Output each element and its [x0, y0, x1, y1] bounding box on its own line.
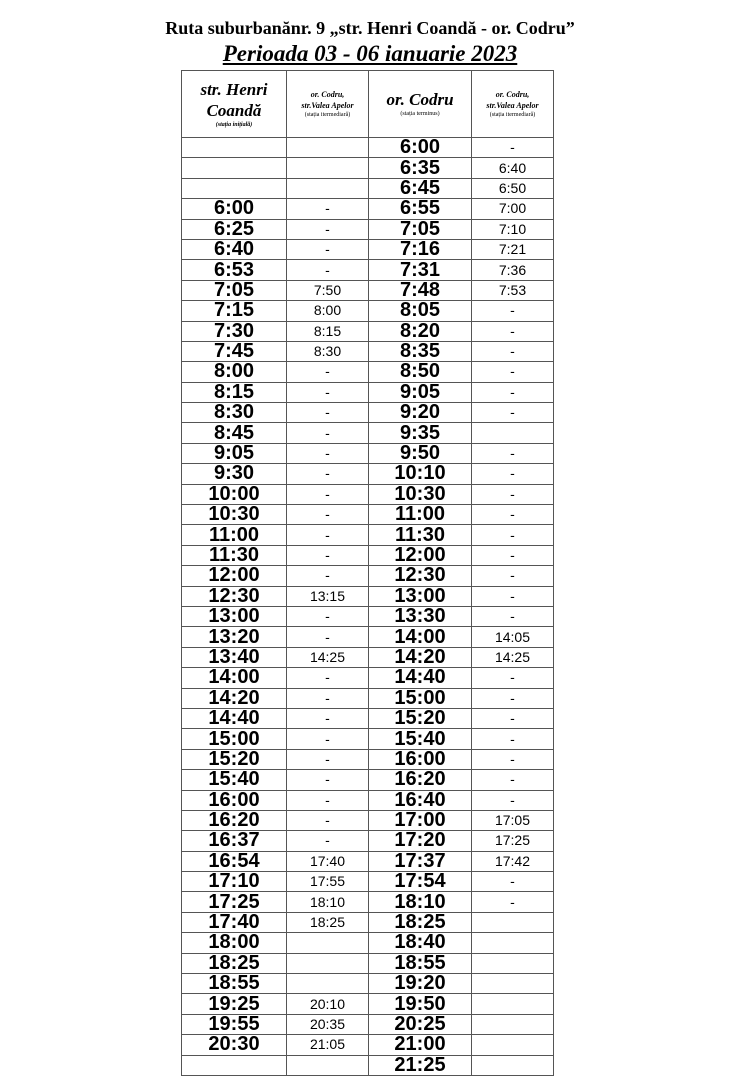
time-cell: 7:05	[369, 219, 472, 239]
time-cell: 20:25	[369, 1014, 472, 1034]
time-cell: 7:00	[472, 199, 554, 219]
time-cell: 14:00	[369, 627, 472, 647]
table-row	[182, 321, 554, 341]
table-row	[182, 1014, 554, 1034]
table-row	[182, 729, 554, 749]
table-row	[182, 790, 554, 810]
time-cell: 6:55	[369, 199, 472, 219]
time-cell: 9:30	[182, 464, 287, 484]
time-cell: 9:20	[369, 403, 472, 423]
time-cell: -	[472, 872, 554, 892]
col-header-line2: str.Valea Apelor	[301, 100, 354, 110]
time-cell: -	[472, 770, 554, 790]
time-cell: -	[472, 892, 554, 912]
time-cell: -	[472, 708, 554, 728]
col-header-valea-apelor-outbound	[287, 71, 369, 138]
time-cell: 8:00	[287, 301, 369, 321]
time-cell: 17:00	[369, 810, 472, 830]
table-row	[182, 974, 554, 994]
time-cell: -	[287, 729, 369, 749]
time-cell: 7:31	[369, 260, 472, 280]
time-cell: 6:45	[369, 178, 472, 198]
time-cell: 10:10	[369, 464, 472, 484]
time-cell: -	[472, 606, 554, 626]
time-cell: 10:00	[182, 484, 287, 504]
table-row	[182, 545, 554, 565]
time-cell: 17:25	[472, 831, 554, 851]
col-header-line2: str.Valea Apelor	[486, 100, 539, 110]
time-cell: -	[472, 525, 554, 545]
col-header-note: (stația terminus)	[400, 111, 440, 117]
time-cell: 8:05	[369, 301, 472, 321]
time-cell: 18:55	[182, 974, 287, 994]
time-cell: 16:37	[182, 831, 287, 851]
table-row	[182, 708, 554, 728]
time-cell: 6:25	[182, 219, 287, 239]
time-cell: -	[472, 301, 554, 321]
time-cell: 7:15	[182, 301, 287, 321]
time-cell	[287, 138, 369, 158]
time-cell: -	[472, 790, 554, 810]
time-cell: -	[287, 219, 369, 239]
time-cell: -	[287, 668, 369, 688]
time-cell: -	[472, 688, 554, 708]
time-cell: 8:45	[182, 423, 287, 443]
time-cell	[472, 953, 554, 973]
table-row	[182, 933, 554, 953]
time-cell: 14:25	[287, 647, 369, 667]
time-cell: 17:40	[182, 912, 287, 932]
time-cell: -	[472, 668, 554, 688]
table-row	[182, 749, 554, 769]
time-cell: 15:20	[182, 749, 287, 769]
time-cell	[287, 178, 369, 198]
time-cell: -	[287, 484, 369, 504]
time-cell: 8:15	[182, 382, 287, 402]
time-cell: 13:20	[182, 627, 287, 647]
table-row	[182, 994, 554, 1014]
col-header-line1: or. Codru,	[310, 89, 345, 99]
time-cell: -	[472, 586, 554, 606]
time-cell: 6:35	[369, 158, 472, 178]
time-cell: 17:20	[369, 831, 472, 851]
table-row	[182, 464, 554, 484]
time-cell	[472, 1014, 554, 1034]
time-cell: 9:35	[369, 423, 472, 443]
time-cell: 6:40	[182, 239, 287, 259]
timetable	[181, 70, 554, 1076]
time-cell: 13:00	[369, 586, 472, 606]
table-row	[182, 158, 554, 178]
time-cell: 16:20	[182, 810, 287, 830]
time-cell: 21:05	[287, 1035, 369, 1055]
time-cell: 16:20	[369, 770, 472, 790]
time-cell	[287, 1055, 369, 1075]
table-row	[182, 953, 554, 973]
time-cell: 18:10	[369, 892, 472, 912]
time-cell: -	[287, 627, 369, 647]
time-cell: -	[472, 484, 554, 504]
time-cell: 13:00	[182, 606, 287, 626]
time-cell: 7:10	[472, 219, 554, 239]
time-cell: 12:30	[369, 566, 472, 586]
time-cell: -	[287, 403, 369, 423]
time-cell: 21:25	[369, 1055, 472, 1075]
time-cell: 11:30	[182, 545, 287, 565]
time-cell: 10:30	[369, 484, 472, 504]
time-cell: 7:16	[369, 239, 472, 259]
time-cell	[472, 1035, 554, 1055]
time-cell: 15:20	[369, 708, 472, 728]
col-header-line1: or. Codru,	[495, 89, 530, 99]
col-header-note: (stația itermediară)	[489, 111, 536, 118]
time-cell: 20:10	[287, 994, 369, 1014]
time-cell: 17:37	[369, 851, 472, 871]
time-cell: -	[472, 464, 554, 484]
time-cell	[472, 1055, 554, 1075]
table-row	[182, 219, 554, 239]
time-cell: 17:05	[472, 810, 554, 830]
time-cell: 18:10	[287, 892, 369, 912]
time-cell: 16:54	[182, 851, 287, 871]
table-row	[182, 566, 554, 586]
time-cell: 7:53	[472, 280, 554, 300]
time-cell: 15:00	[369, 688, 472, 708]
time-cell: -	[287, 606, 369, 626]
time-cell: 12:00	[369, 545, 472, 565]
col-header-note: (stația inițială)	[215, 121, 253, 128]
time-cell: 13:30	[369, 606, 472, 626]
col-header-codru-terminus	[369, 71, 472, 138]
time-cell: -	[472, 749, 554, 769]
time-cell: 14:40	[182, 708, 287, 728]
time-cell: -	[287, 688, 369, 708]
time-cell: -	[287, 443, 369, 463]
time-cell: 8:15	[287, 321, 369, 341]
time-cell: 8:20	[369, 321, 472, 341]
time-cell: -	[287, 708, 369, 728]
col-header-valea-apelor-return	[472, 71, 554, 138]
time-cell: -	[287, 260, 369, 280]
time-cell: -	[287, 770, 369, 790]
col-header-line1: or. Codru	[386, 90, 454, 109]
time-cell: -	[472, 505, 554, 525]
time-cell: 8:00	[182, 362, 287, 382]
period-heading: Perioada 03 - 06 ianuarie 2023	[222, 41, 518, 66]
time-cell: 16:00	[369, 749, 472, 769]
time-cell: 15:40	[182, 770, 287, 790]
time-cell: 9:05	[369, 382, 472, 402]
time-cell: -	[472, 341, 554, 361]
table-row	[182, 260, 554, 280]
time-cell: 17:25	[182, 892, 287, 912]
table-row	[182, 1035, 554, 1055]
time-cell: 8:30	[287, 341, 369, 361]
time-cell	[287, 953, 369, 973]
table-row	[182, 178, 554, 198]
time-cell: 11:00	[369, 505, 472, 525]
time-cell	[472, 994, 554, 1014]
col-header-line2: Coandă	[206, 100, 262, 120]
time-cell: 6:50	[472, 178, 554, 198]
time-cell: 17:40	[287, 851, 369, 871]
table-row	[182, 423, 554, 443]
time-cell: 14:05	[472, 627, 554, 647]
time-cell: 19:20	[369, 974, 472, 994]
col-header-line1: str. Henri	[200, 79, 268, 99]
time-cell: -	[472, 545, 554, 565]
time-cell: 14:20	[182, 688, 287, 708]
time-cell: 7:30	[182, 321, 287, 341]
table-row	[182, 770, 554, 790]
time-cell: 7:48	[369, 280, 472, 300]
time-cell: 9:50	[369, 443, 472, 463]
table-row	[182, 851, 554, 871]
time-cell: 7:45	[182, 341, 287, 361]
time-cell: 17:54	[369, 872, 472, 892]
time-cell: 6:40	[472, 158, 554, 178]
time-cell: 8:35	[369, 341, 472, 361]
time-cell	[472, 974, 554, 994]
time-cell: -	[287, 362, 369, 382]
table-row	[182, 831, 554, 851]
table-row	[182, 606, 554, 626]
time-cell: 14:25	[472, 647, 554, 667]
table-row	[182, 892, 554, 912]
time-cell: 15:00	[182, 729, 287, 749]
time-cell: -	[472, 362, 554, 382]
time-cell: 10:30	[182, 505, 287, 525]
time-cell: 9:05	[182, 443, 287, 463]
time-cell: -	[287, 423, 369, 443]
table-row	[182, 382, 554, 402]
timetable-body	[182, 138, 554, 1076]
time-cell: 8:30	[182, 403, 287, 423]
time-cell: 11:00	[182, 525, 287, 545]
time-cell: 16:40	[369, 790, 472, 810]
table-row	[182, 138, 554, 158]
table-row	[182, 443, 554, 463]
table-row	[182, 872, 554, 892]
table-row	[182, 341, 554, 361]
time-cell	[287, 974, 369, 994]
time-cell	[182, 178, 287, 198]
time-cell: 7:50	[287, 280, 369, 300]
time-cell: -	[287, 505, 369, 525]
time-cell: 16:00	[182, 790, 287, 810]
table-row	[182, 362, 554, 382]
time-cell: 18:00	[182, 933, 287, 953]
time-cell: 19:25	[182, 994, 287, 1014]
time-cell: -	[472, 566, 554, 586]
table-row	[182, 688, 554, 708]
time-cell: -	[287, 790, 369, 810]
time-cell: -	[472, 403, 554, 423]
time-cell: -	[287, 239, 369, 259]
time-cell: 20:35	[287, 1014, 369, 1034]
time-cell: -	[287, 199, 369, 219]
time-cell: -	[472, 382, 554, 402]
table-row	[182, 484, 554, 504]
time-cell: -	[287, 382, 369, 402]
time-cell: 18:25	[369, 912, 472, 932]
time-cell: -	[287, 810, 369, 830]
time-cell: 7:36	[472, 260, 554, 280]
time-cell: 7:21	[472, 239, 554, 259]
table-row	[182, 239, 554, 259]
time-cell: -	[287, 525, 369, 545]
time-cell: -	[287, 545, 369, 565]
table-row	[182, 810, 554, 830]
time-cell	[472, 912, 554, 932]
time-cell: -	[472, 138, 554, 158]
time-cell	[182, 158, 287, 178]
time-cell: 17:55	[287, 872, 369, 892]
time-cell: 8:50	[369, 362, 472, 382]
col-header-note: (stația itermediară)	[304, 111, 351, 118]
time-cell: 18:25	[287, 912, 369, 932]
time-cell: -	[472, 443, 554, 463]
time-cell	[287, 158, 369, 178]
document-title: Ruta suburbanănr. 9 „str. Henri Coandă - or. Codru”	[165, 18, 575, 38]
time-cell: -	[472, 729, 554, 749]
time-cell: 20:30	[182, 1035, 287, 1055]
time-cell	[182, 1055, 287, 1075]
time-cell: 17:42	[472, 851, 554, 871]
table-row	[182, 647, 554, 667]
time-cell: 13:15	[287, 586, 369, 606]
time-cell: 19:50	[369, 994, 472, 1014]
table-row	[182, 280, 554, 300]
time-cell: 21:00	[369, 1035, 472, 1055]
time-cell	[472, 933, 554, 953]
table-row	[182, 525, 554, 545]
table-row	[182, 505, 554, 525]
time-cell: 14:40	[369, 668, 472, 688]
time-cell: 14:00	[182, 668, 287, 688]
table-row	[182, 301, 554, 321]
time-cell: 6:00	[182, 199, 287, 219]
time-cell: 11:30	[369, 525, 472, 545]
table-row	[182, 586, 554, 606]
time-cell: -	[287, 464, 369, 484]
time-cell: 12:00	[182, 566, 287, 586]
table-row	[182, 199, 554, 219]
time-cell	[472, 423, 554, 443]
table-row	[182, 912, 554, 932]
time-cell: 13:40	[182, 647, 287, 667]
time-cell: -	[472, 321, 554, 341]
time-cell: 15:40	[369, 729, 472, 749]
table-row	[182, 668, 554, 688]
time-cell: 14:20	[369, 647, 472, 667]
time-cell: 18:25	[182, 953, 287, 973]
time-cell: -	[287, 749, 369, 769]
table-row	[182, 403, 554, 423]
time-cell: 17:10	[182, 872, 287, 892]
time-cell: 19:55	[182, 1014, 287, 1034]
table-row	[182, 1055, 554, 1075]
time-cell: -	[287, 566, 369, 586]
time-cell: 6:53	[182, 260, 287, 280]
time-cell	[182, 138, 287, 158]
time-cell: 12:30	[182, 586, 287, 606]
col-header-henri-coanda	[182, 71, 287, 138]
time-cell: 18:40	[369, 933, 472, 953]
time-cell: -	[287, 831, 369, 851]
time-cell: 7:05	[182, 280, 287, 300]
time-cell: 18:55	[369, 953, 472, 973]
time-cell: 6:00	[369, 138, 472, 158]
table-row	[182, 627, 554, 647]
time-cell	[287, 933, 369, 953]
